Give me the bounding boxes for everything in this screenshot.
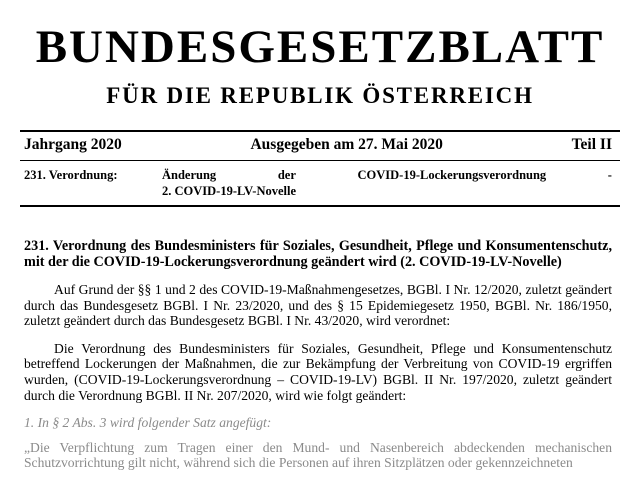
toc-title-continuation: 2. COVID-19-LV-Novelle bbox=[162, 184, 297, 198]
top-rule bbox=[20, 130, 620, 132]
toc-word: - bbox=[607, 168, 612, 182]
ordinance-heading: 231. Verordnung des Bundesministers für Soziales, Gesundheit, Pflege und Konsumentenschutz, mit der die COVID-19-Lockerungsverordnung geändert wird (2. COVID-19-LV-Novelle) bbox=[24, 238, 612, 270]
toc-word: Änderung bbox=[162, 168, 217, 182]
toc-number: 231. Verordnung: bbox=[24, 168, 118, 182]
toc-title-line bbox=[162, 168, 612, 183]
issue-part: Teil II bbox=[571, 136, 612, 153]
amendment-paragraph: Die Verordnung des Bundesministers für Soziales, Gesundheit, Pflege und Konsumentenschutz betreffend Lockerungen der Maßnahmen, die zur Bekämpfung der Verbreitung von COVID-19 ergriffen wurden, (COVID-19-Lockerungsverordnung – COVID-19-LV) BGBl. II Nr. 197/2020, zuletzt geändert durch die Verordnung BGBl. II Nr. 207/2020, wird wie folgt geändert: bbox=[24, 340, 612, 403]
toc-word: COVID-19-Lockerungsverordnung bbox=[357, 168, 547, 182]
amendment-item: 1. In § 2 Abs. 3 wird folgender Satz angefügt: bbox=[24, 415, 272, 431]
issue-year: Jahrgang 2020 bbox=[24, 136, 122, 153]
toc-rule bbox=[20, 205, 620, 207]
legal-basis-paragraph: Auf Grund der §§ 1 und 2 des COVID-19-Maßnahmengesetzes, BGBl. I Nr. 12/2020, zuletzt geändert durch das Bundesgesetz BGBl. I Nr. 23/2020, und des § 15 Epidemiegesetz 1950, BGBl. Nr. 186/1950, zuletzt geändert durch das Bundesgesetz BGBl. I Nr. 43/2020, wird verordnet: bbox=[24, 282, 612, 329]
toc-word: der bbox=[277, 168, 296, 182]
masthead-title: BUNDESGESETZBLATT bbox=[35, 21, 605, 73]
masthead-subtitle: FÜR DIE REPUBLIK ÖSTERREICH bbox=[106, 83, 534, 108]
issue-date: Ausgegeben am 27. Mai 2020 bbox=[250, 136, 443, 153]
amendment-quote: „Die Verpflichtung zum Tragen einer den Mund- und Nasenbereich abdeckenden mechanischen Schutzvorrichtung gilt nicht, während sich die Personen auf ihren Sitzplätzen oder gekennzeichneten bbox=[24, 439, 612, 471]
issue-row bbox=[24, 136, 612, 154]
issue-rule bbox=[20, 160, 620, 161]
document-body bbox=[24, 238, 612, 471]
